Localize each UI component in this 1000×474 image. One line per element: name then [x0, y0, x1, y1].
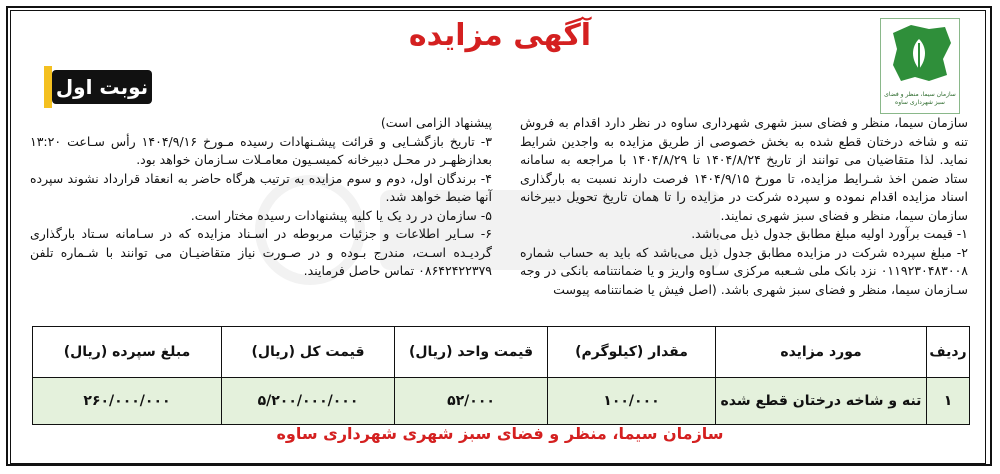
header-unit-price: قیمت واحد (ریال): [395, 327, 548, 378]
clause-5: ۵- سازمان در رد یک یا کلیه پیشنهادات رسیده مختار است.: [190, 207, 492, 223]
header-deposit: مبلغ سپرده (ریال): [33, 327, 222, 378]
page-title: آگهی مزایده: [408, 18, 592, 53]
table-header-row: [33, 327, 970, 378]
cell-quantity: ۱۰۰/۰۰۰: [548, 378, 716, 425]
logo-caption: سازمان سیما، منظر و فضای سبز شهرداری ساوه: [884, 91, 956, 106]
footer-organization: سازمان سیما، منظر و فضای سبز شهری شهرداری ساوه: [276, 424, 724, 443]
badge-accent: [44, 66, 52, 108]
intro-paragraph: سازمان سیما، منظر و فضای سبز شهری شهرداری ساوه در نظر دارد اقدام به فروش تنه و شاخه درختان قطع شده به بخش خصوصی از طریق مزایده به واجدین شرایط نماید. لذا متقاضیان می توانند از تاریخ ۱۴۰۴/۸/۲۴ تا ۱۴۰۴/۸/۲۹ با مراجعه به سامانه ستاد ضمن اخذ شـرایط مزایده، تا مورخ ۱۴۰۴/۹/۱۵ فرصت دارند نسبت به بارگذاری اسناد مزایده اقدام نموده و سپرده شرکت در مزایده را تا همان تاریخ تحویل دبیرخانه سازمان سیما، منظر و فضای سبز شهری نمایند.: [520, 115, 969, 223]
body-column-right: [520, 114, 968, 299]
round-badge: نوبت اول: [52, 70, 152, 104]
header-total-price: قیمت کل (ریال): [222, 327, 395, 378]
header-item: مورد مزایده: [716, 327, 927, 378]
leaf-map-icon: [881, 19, 959, 89]
header-row-number: ردیف: [927, 327, 970, 378]
header-quantity: مقدار (کیلوگرم): [548, 327, 716, 378]
cell-item: تنه و شاخه درختان قطع شده: [716, 378, 927, 425]
cell-row-number: ۱: [927, 378, 970, 425]
clause-6: ۶- سـایر اطلاعات و جزئیات مربوطه در اسـناد مزایده که در سـامانه سـتاد بارگذاری گردیـده اسـت، مندرج بـوده و در صـورت نیاز متقاضیـان می توانند با شـماره تلفن ۰۸۶۴۲۴۲۲۳۷۹ تماس حاصل فرمایند.: [30, 226, 492, 278]
clause-1: ۱- قیمت برآورد اولیه مبلغ مطابق جدول ذیل می‌باشد.: [691, 226, 968, 241]
cell-total-price: ۵/۲۰۰/۰۰۰/۰۰۰: [222, 378, 395, 425]
clause-4: ۴- برندگان اول، دوم و سوم مزایده به ترتیب هرگاه حاضر به انعقاد قرارداد نشوند سپرده آنها ضبط خواهد شد.: [30, 170, 492, 204]
cell-deposit: ۲۶۰/۰۰۰/۰۰۰: [33, 378, 222, 425]
clause-2-continued: پیشنهاد الزامی است): [380, 115, 492, 130]
cell-unit-price: ۵۲/۰۰۰: [395, 378, 548, 425]
auction-table: [32, 326, 970, 425]
clause-2: ۲- مبلغ سپرده شرکت در مزایده مطابق جدول ذیل می‌باشد که باید به حساب شماره ۰۱۱۹۲۳۰۴۸۳۰۰۸ نزد بانک ملی شـعبه مرکزی سـاوه واریز و یا ضمانتنامه بانکی در وجه سـازمان سیما، منظر و فضای سبز شهری باشد. (اصل فیش یا ضمانتنامه پیوست: [520, 244, 968, 297]
table-row: [33, 378, 970, 425]
clause-3: ۳- تاریخ بازگشـایی و قرائت پیشـنهادات رسیده مـورخ ۱۴۰۴/۹/۱۶ رأس سـاعت ۱۳:۲۰ بعدازظهـر در محـل دبیرخانه کمیسـیون معامـلات سـازمان خواهد بود.: [30, 133, 493, 167]
body-column-left: [30, 114, 492, 281]
organization-logo: [880, 18, 960, 114]
